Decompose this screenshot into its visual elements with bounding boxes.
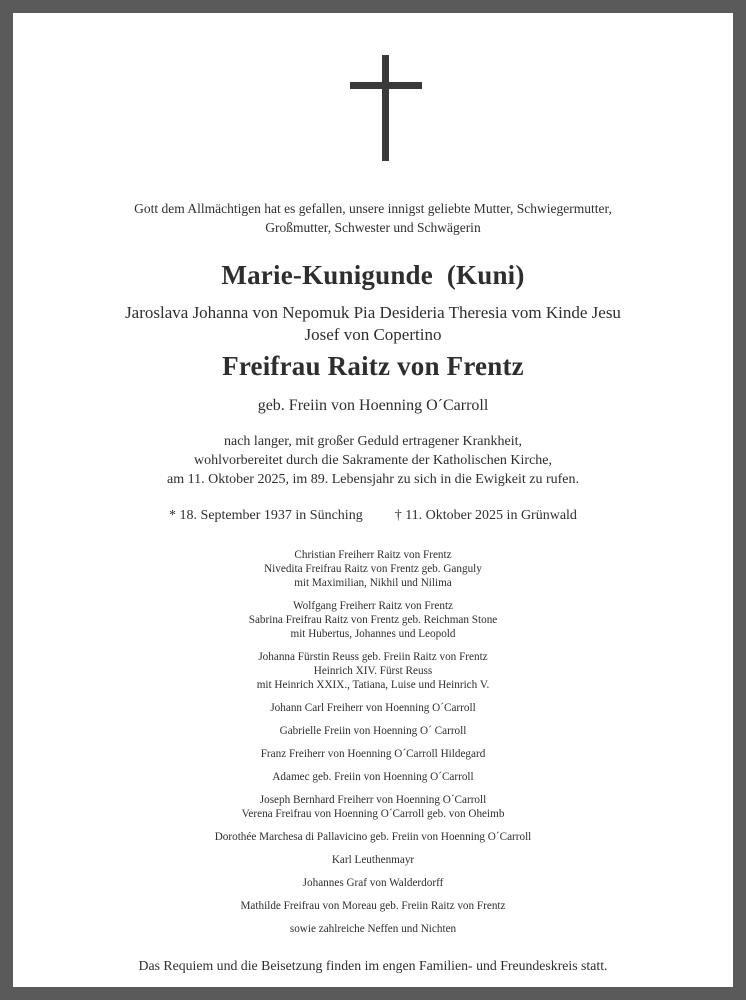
mourner-group <box>13 701 733 715</box>
mourner-line: Joseph Bernhard Freiherr von Hoenning O´Carroll <box>259 794 487 806</box>
deceased-birth-name: geb. Freiin von Hoenning O´Carroll <box>257 397 489 414</box>
mourner-line: Christian Freiherr Raitz von Frentz <box>294 549 452 561</box>
deceased-surname: Freifrau Raitz von Frentz <box>222 351 524 381</box>
life-dates <box>13 508 733 524</box>
closing-note: Das Requiem und die Beisetzung finden im engen Familien- und Freundeskreis statt. <box>138 958 608 973</box>
mourner-group <box>13 599 733 641</box>
mourner-line: mit Maximilian, Nikhil und Nilima <box>294 577 452 589</box>
mourner-line: Gabrielle Freiin von Hoenning O´ Carroll <box>279 725 467 737</box>
mourner-line: Karl Leuthenmayr <box>331 854 415 866</box>
deceased-full-names <box>13 302 733 346</box>
mourners-list <box>13 548 733 945</box>
death-announcement-text <box>13 432 733 489</box>
mourner-line: Mathilde Freifrau von Moreau geb. Freiin Raitz von Frentz <box>240 900 506 912</box>
mourner-line: Heinrich XIV. Fürst Reuss <box>313 665 433 677</box>
death-text-line: am 11. Oktober 2025, im 89. Lebensjahr zu sich in die Ewigkeit zu rufen. <box>167 472 579 487</box>
mourner-group <box>13 747 733 761</box>
mourner-line: Johanna Fürstin Reuss geb. Freiin Raitz von Frentz <box>258 651 488 663</box>
mourner-group <box>13 853 733 867</box>
mourner-line: Franz Freiherr von Hoenning O´Carroll Hildegard <box>260 748 486 760</box>
latin-cross-icon <box>350 55 422 161</box>
mourner-line: sowie zahlreiche Neffen und Nichten <box>289 923 457 935</box>
mourner-line: Nivedita Freifrau Raitz von Frentz geb. Ganguly <box>264 563 482 575</box>
full-name-line: Jaroslava Johanna von Nepomuk Pia Desideria Theresia vom Kinde Jesu <box>125 303 621 322</box>
mourner-line: Dorothée Marchesa di Pallavicino geb. Freiin von Hoenning O´Carroll <box>214 831 532 843</box>
mourner-group <box>13 724 733 738</box>
mourner-line: Johann Carl Freiherr von Hoenning O´Carroll <box>270 702 476 714</box>
mourner-line: mit Hubertus, Johannes und Leopold <box>290 628 456 640</box>
mourner-line: Adamec geb. Freiin von Hoenning O´Carroll <box>272 771 474 783</box>
mourner-line: Sabrina Freifrau Raitz von Frentz geb. Reichman Stone <box>248 614 498 626</box>
mourner-group <box>13 770 733 784</box>
mourner-group <box>13 650 733 692</box>
deceased-first-name: Marie-Kunigunde (Kuni) <box>221 260 525 290</box>
mourner-line: Johannes Graf von Walderdorff <box>302 877 444 889</box>
mourner-group <box>13 922 733 936</box>
intro-line: Gott dem Allmächtigen hat es gefallen, unsere innigst geliebte Mutter, Schwiegermutter, <box>134 201 612 216</box>
mourner-group <box>13 793 733 821</box>
mourner-group <box>13 548 733 590</box>
death-text-line: wohlvorbereitet durch die Sakramente der Katholischen Kirche, <box>193 453 553 468</box>
death-text-line: nach langer, mit großer Geduld ertragener Krankheit, <box>224 434 522 449</box>
mourner-line: Wolfgang Freiherr Raitz von Frentz <box>292 600 454 612</box>
birth-date: * 18. September 1937 in Sünching <box>169 508 363 523</box>
death-date: † 11. Oktober 2025 in Grünwald <box>394 508 577 523</box>
mourner-group <box>13 876 733 890</box>
mourner-line: mit Heinrich XXIX., Tatiana, Luise und Heinrich V. <box>256 679 490 691</box>
intro-line: Großmutter, Schwester und Schwägerin <box>265 220 481 235</box>
mourner-group <box>13 830 733 844</box>
mourner-group <box>13 899 733 913</box>
mourner-line: Verena Freifrau von Hoenning O´Carroll geb. von Oheimb <box>241 808 505 820</box>
intro-text <box>13 199 733 237</box>
full-name-line: Josef von Copertino <box>304 325 442 344</box>
